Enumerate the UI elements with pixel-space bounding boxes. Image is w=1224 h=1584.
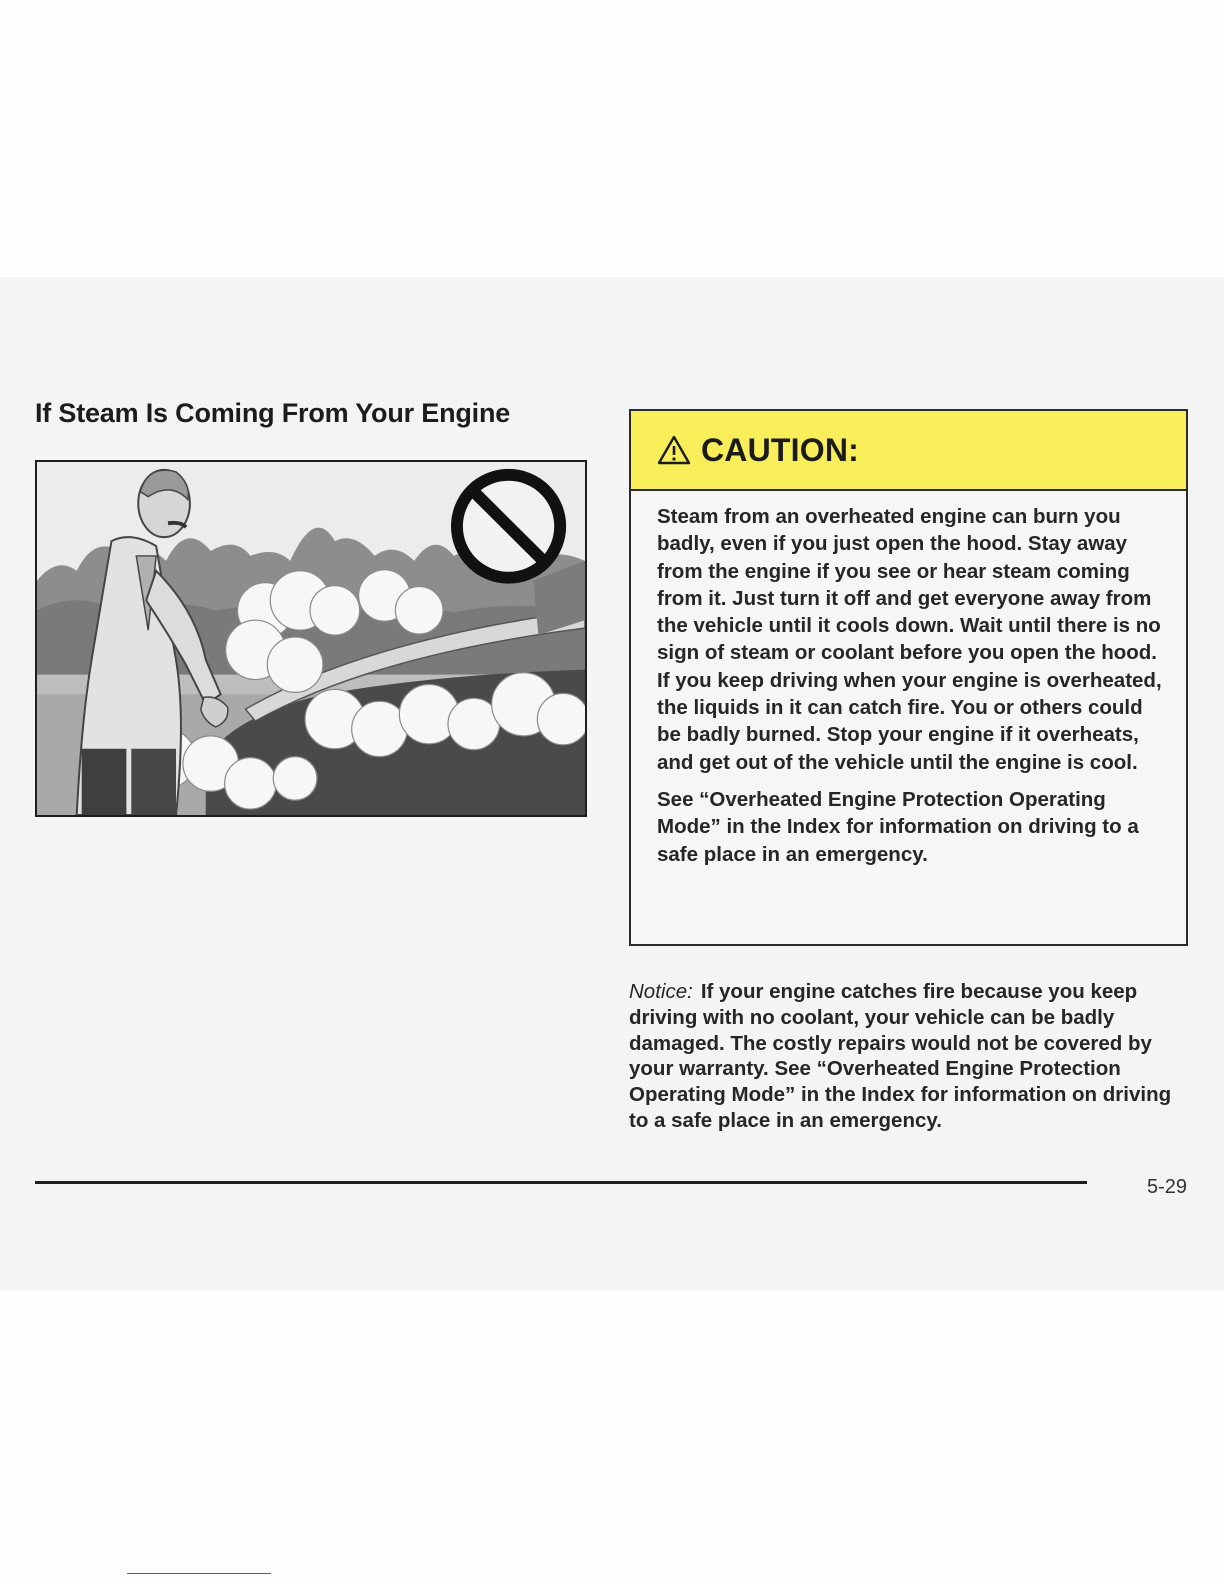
caution-paragraph: See “Overheated Engine Protection Operating Mode” in the Index for information on driving to a safe place in an emergency.	[657, 787, 1139, 866]
illustration-drawing	[37, 462, 585, 815]
caution-paragraph: If you keep driving when your engine is overheated, the liquids in it can catch fire. You or others could be badly burned. Stop your engine if it overheats, and get out of the vehicle until the engine is cool.	[657, 668, 1162, 774]
caution-paragraph: Steam from an overheated engine can burn you badly, even if you just open the hood. Stay away from the engine if you see or hear steam coming from it. Just turn it off and get everyone away from the vehicle until it cools down. Wait until there is no sign of steam or coolant before you open the hood.	[657, 505, 1161, 665]
section-title: If Steam Is Coming From Your Engine	[35, 398, 511, 428]
warning-triangle-icon	[657, 435, 691, 465]
caution-box	[629, 409, 1188, 946]
no-symbol-icon	[457, 475, 560, 578]
notice-text: If your engine catches fire because you keep driving with no coolant, your vehicle can be badly damaged. The costly repairs would not be covered by your warranty. See “Overheated Engine Protection Operating Mode” in the Index for information on driving to a safe place in an emergency.	[629, 980, 1172, 1132]
divider	[127, 1573, 271, 1574]
notice-paragraph	[629, 979, 1191, 1134]
notice-label: Notice:	[629, 980, 693, 1003]
caution-body	[631, 491, 1186, 868]
steam-engine-illustration	[35, 460, 587, 817]
footer-rule	[35, 1181, 1087, 1184]
page-number: 5-29	[1147, 1176, 1188, 1198]
caution-header	[631, 411, 1186, 491]
caution-label: CAUTION:	[701, 431, 860, 468]
